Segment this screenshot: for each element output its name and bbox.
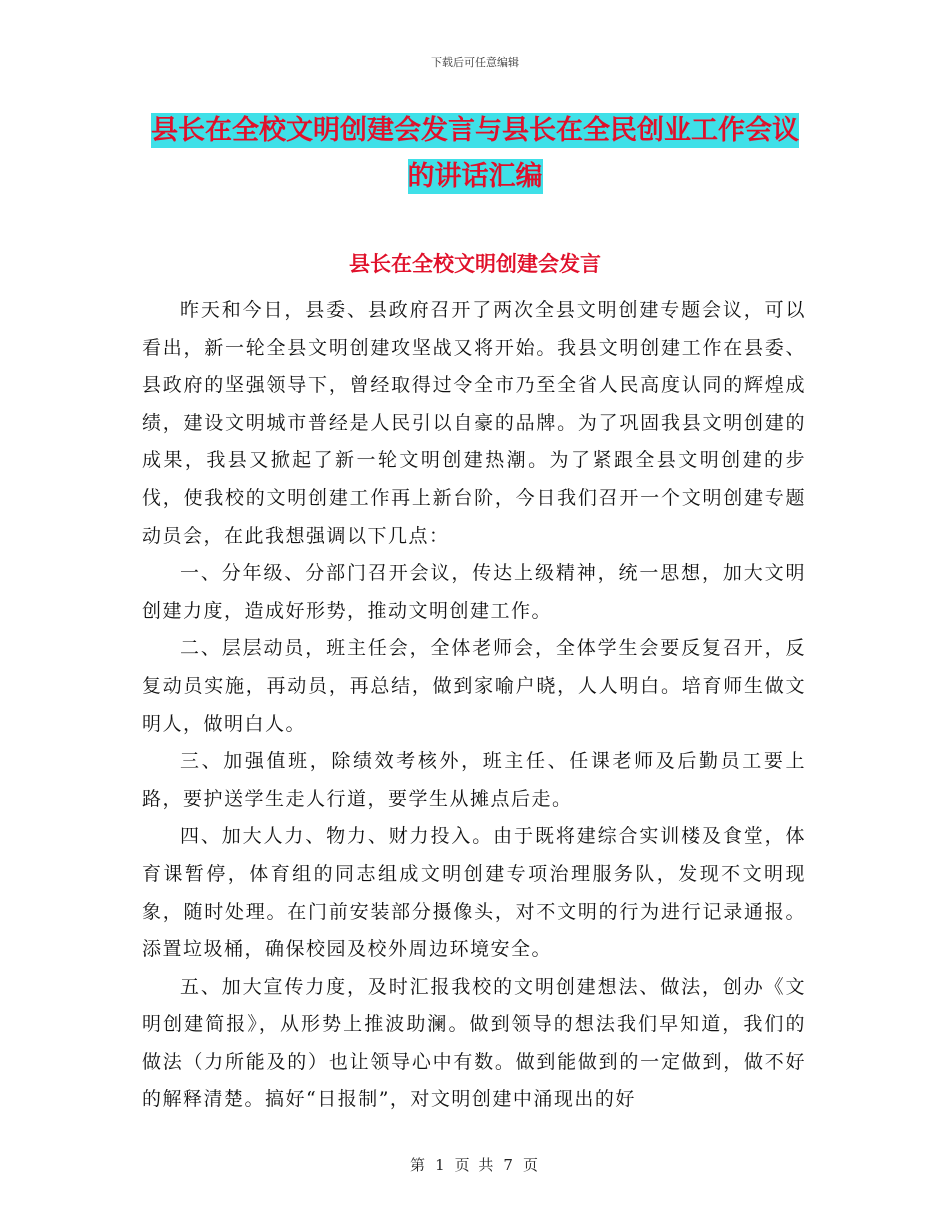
- section-title: 县长在全校文明创建会发言: [349, 252, 601, 276]
- page-suffix: 页: [522, 1156, 540, 1174]
- page-prefix: 第: [410, 1156, 428, 1174]
- page-total: 7: [503, 1156, 515, 1174]
- document-body: [142, 292, 806, 1119]
- page-footer: [0, 1154, 950, 1175]
- paragraph-intro: 昨天和今日，县委、县政府召开了两次全县文明创建专题会议，可以看出，新一轮全县文明创建攻坚战又将开始。我县文明创建工作在县委、县政府的坚强领导下，曾经取得过令全市乃至全省人民高度认同的辉煌成绩，建设文明城市普经是人民引以自豪的品牌。为了巩固我县文明创建的成果，我县又掀起了新一轮文明创建热潮。为了紧跟全县文明创建的步伐，使我校的文明创建工作再上新台阶，今日我们召开一个文明创建专题动员会，在此我想强调以下几点：: [142, 299, 806, 547]
- paragraph-point-5: 五、加大宣传力度，及时汇报我校的文明创建想法、做法，创办《文明创建简报》，从形势上推波助澜。做到领导的想法我们早知道，我们的做法（力所能及的）也让领导心中有数。做到能做到的一定做到，做不好的解释清楚。搞好“日报制”，对文明创建中涌现出的好: [142, 975, 806, 1111]
- paragraph-point-1: 一、分年级、分部门召开会议，传达上级精神，统一思想，加大文明创建力度，造成好形势，推动文明创建工作。: [142, 562, 806, 622]
- header-note: 下载后可任意编辑: [431, 56, 519, 69]
- paragraph-point-3: 三、加强值班，除绩效考核外，班主任、任课老师及后勤员工要上路，要护送学生走人行道，要学生从摊点后走。: [142, 750, 806, 810]
- page-middle: 页 共: [454, 1156, 496, 1174]
- document-title: [140, 108, 810, 200]
- document-title-text: 县长在全校文明创建会发言与县长在全民创业工作会议的讲话汇编: [151, 115, 799, 192]
- page-number: 1: [435, 1156, 447, 1174]
- paragraph-point-4: 四、加大人力、物力、财力投入。由于既将建综合实训楼及食堂，体育课暂停，体育组的同志组成文明创建专项治理服务队，发现不文明现象，随时处理。在门前安装部分摄像头，对不文明的行为进行记录通报。添置垃圾桶，确保校园及校外周边环境安全。: [142, 825, 806, 961]
- paragraph-point-2: 二、层层动员，班主任会，全体老师会，全体学生会要反复召开，反复动员实施，再动员，再总结，做到家喻户晓，人人明白。培育师生做文明人，做明白人。: [142, 637, 806, 735]
